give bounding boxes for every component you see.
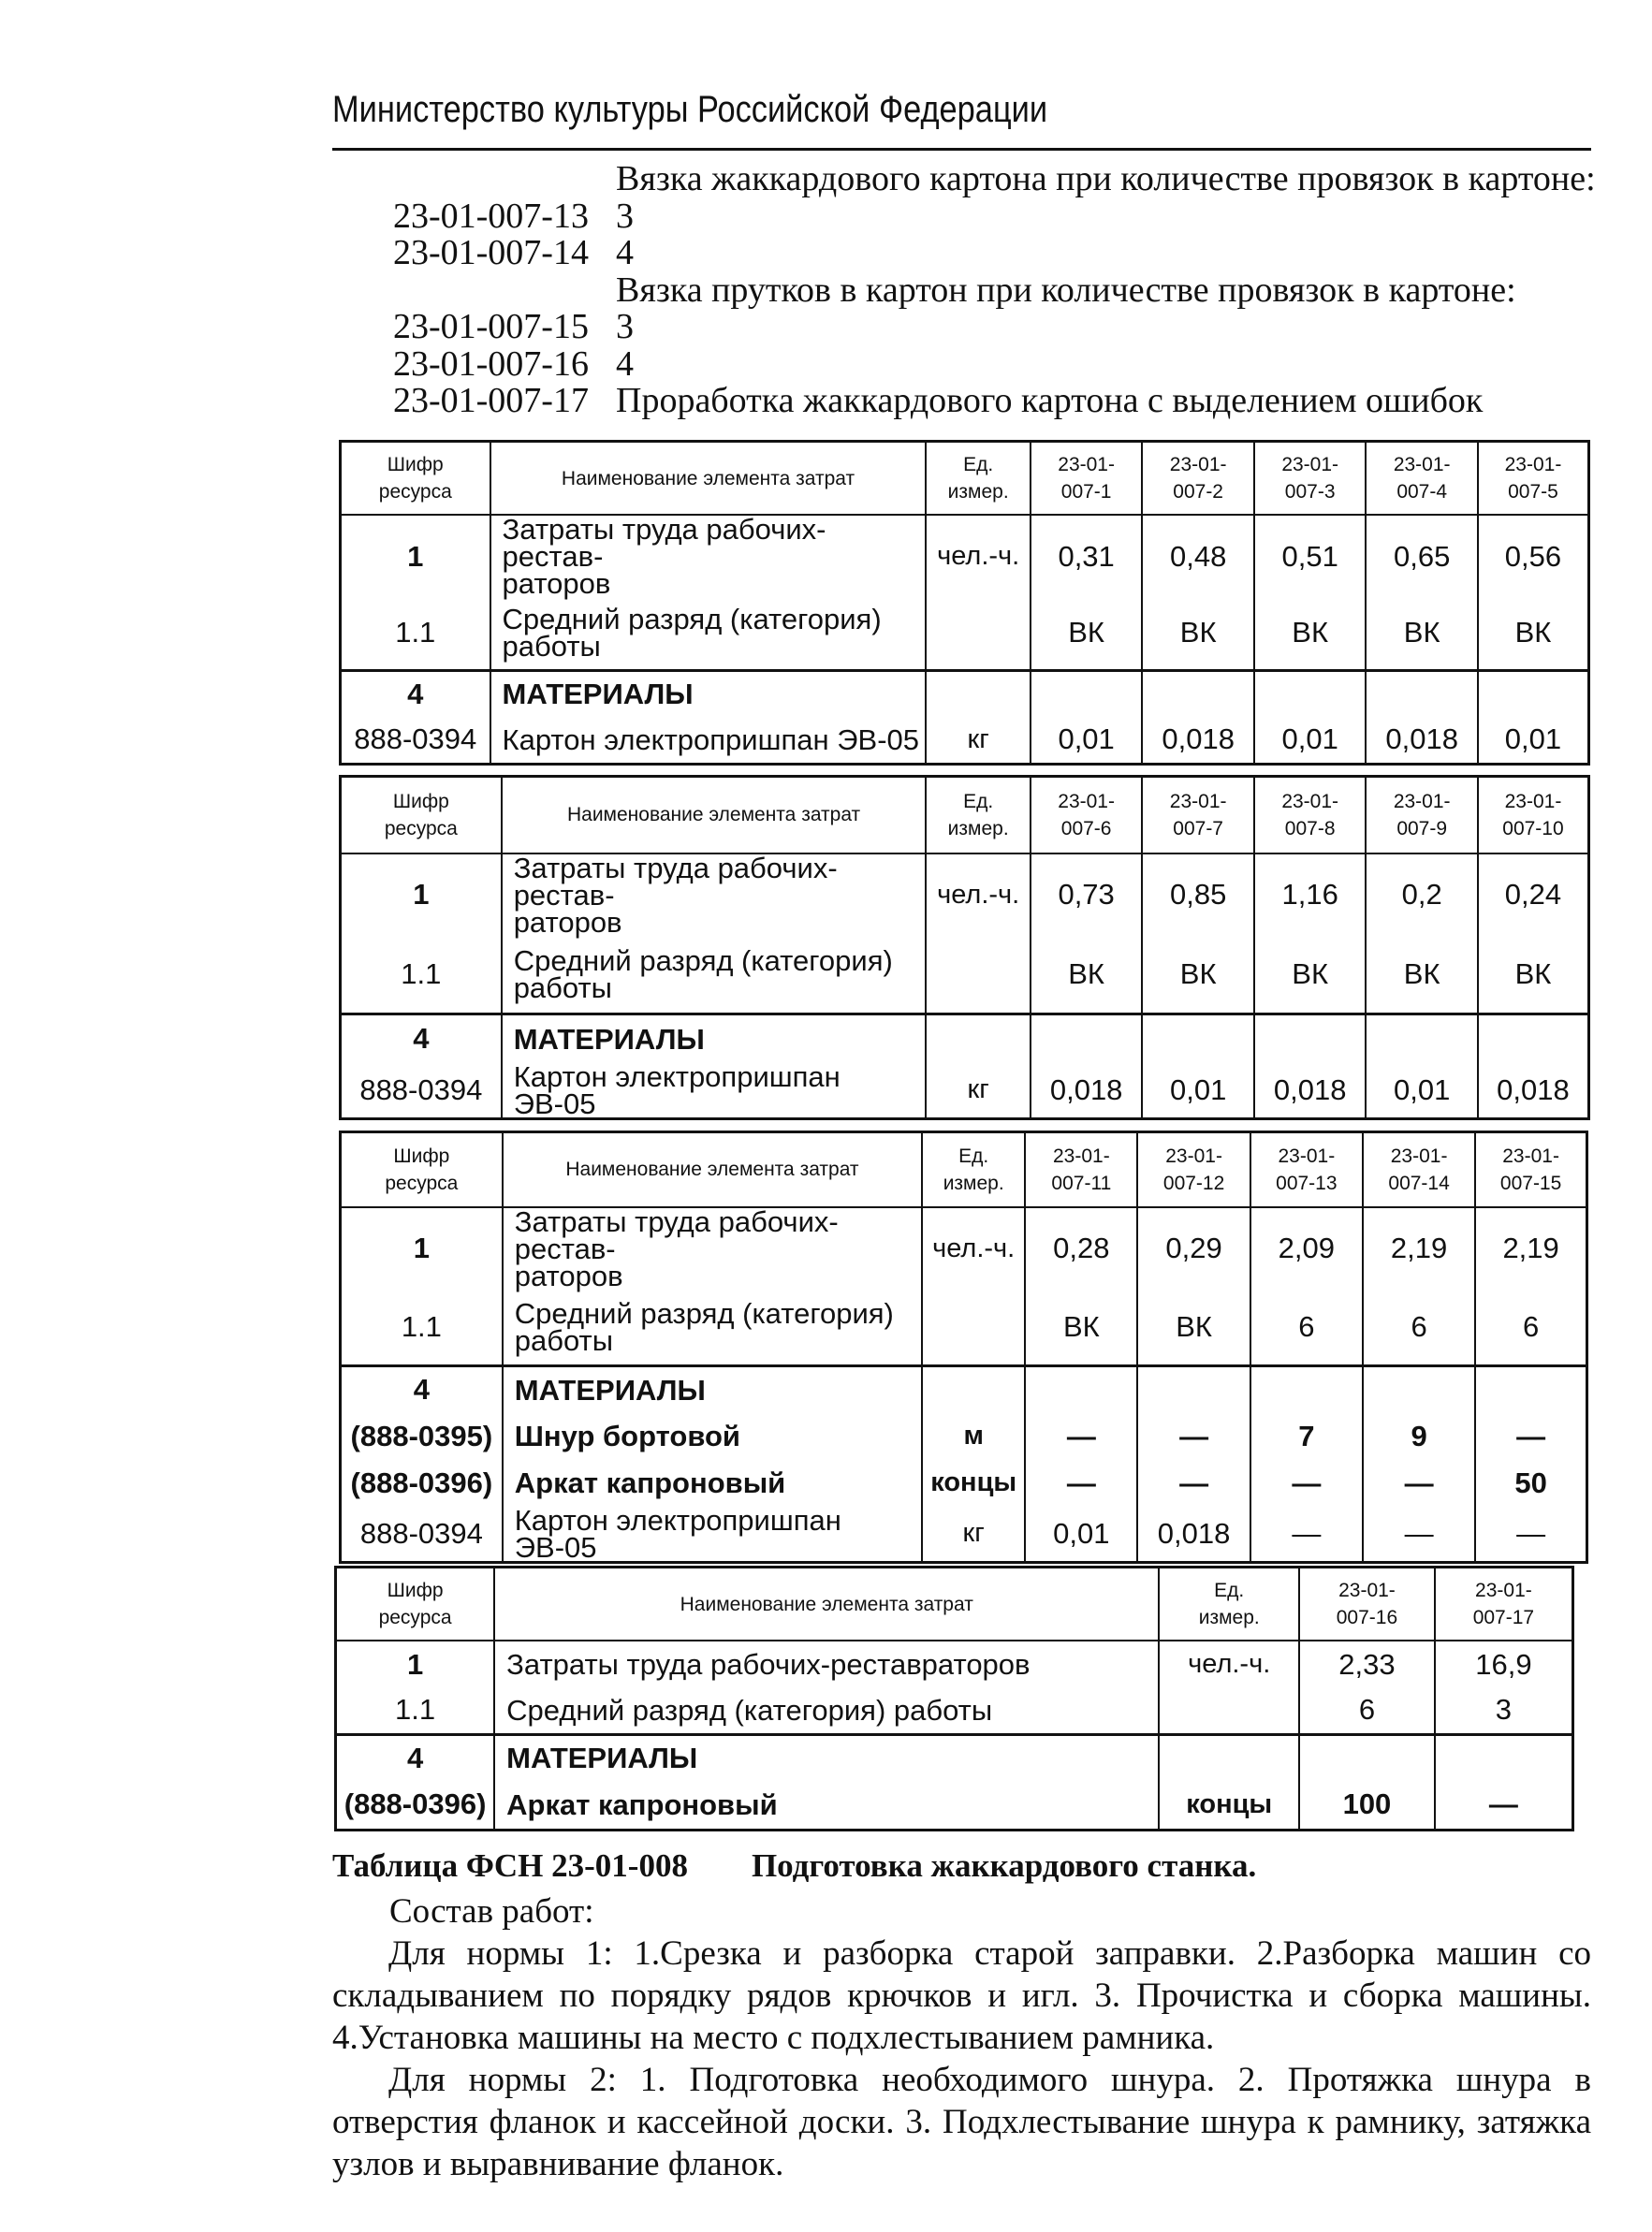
row-name: Затраты труда рабочих-рестав- раторов [502, 853, 927, 936]
table-row [341, 853, 1589, 936]
row-value [1250, 1366, 1363, 1413]
row-value: 2,09 [1250, 1207, 1363, 1290]
row-name: Картон электропришпан ЭВ-05 [490, 717, 927, 764]
row-unit [922, 1290, 1025, 1366]
row-name: Затраты труда рабочих-реставраторов [494, 1641, 1159, 1687]
intro-item [393, 198, 1610, 236]
row-value: 0,018 [1366, 717, 1478, 764]
row-code: 4 [341, 1014, 502, 1063]
row-unit: концы [1159, 1781, 1299, 1830]
row-code: 1 [341, 1207, 503, 1290]
table-row [336, 1734, 1573, 1781]
row-value: — [1475, 1507, 1586, 1563]
intro-text: 4 [616, 233, 634, 272]
row-value: 0,51 [1254, 515, 1367, 597]
row-value: — [1363, 1507, 1475, 1563]
work-composition-heading: Состав работ: [389, 1892, 594, 1931]
row-value [1363, 1366, 1475, 1413]
row-value: — [1137, 1413, 1250, 1460]
intro-code: 23-01-007-15 [393, 307, 589, 346]
row-value: 100 [1299, 1781, 1435, 1830]
row-value: ВК [1366, 936, 1478, 1014]
table-header-row [341, 777, 1589, 853]
row-code: 4 [341, 670, 490, 717]
row-unit [926, 670, 1030, 717]
row-code: 1.1 [336, 1687, 495, 1734]
intro-item [393, 161, 1610, 198]
header-norm-cell: 23-01- 007-6 [1031, 777, 1143, 853]
row-unit: концы [922, 1460, 1025, 1507]
table-header-row [341, 442, 1589, 516]
header-norm-cell: 23-01- 007-14 [1363, 1132, 1475, 1207]
intro-text: Вязка жаккардового картона при количестве провязок в картоне: [616, 159, 1596, 198]
table-row [341, 1063, 1589, 1119]
header-norm-cell: 23-01- 007-13 [1250, 1132, 1363, 1207]
header-norm-cell: 23-01- 007-15 [1475, 1132, 1586, 1207]
row-value: 1,16 [1254, 853, 1367, 936]
row-value: 7 [1250, 1413, 1363, 1460]
header-name-cell: Наименование элемента затрат [502, 777, 927, 853]
row-value [1254, 1014, 1367, 1063]
row-code: 1.1 [341, 936, 502, 1014]
header-unit-cell: Ед. измер. [926, 777, 1030, 853]
header-code-cell: Шифр ресурса [341, 442, 490, 516]
table-header-row [336, 1568, 1573, 1641]
row-value: ВК [1142, 936, 1254, 1014]
row-code: 888-0394 [341, 1507, 503, 1563]
intro-text: Проработка жаккардового картона с выделением ошибок [616, 381, 1484, 420]
row-value [1435, 1734, 1573, 1781]
header-code-cell: Шифр ресурса [341, 1132, 503, 1207]
row-value: — [1363, 1460, 1475, 1507]
resource-table-3 [339, 1131, 1588, 1564]
row-name: МАТЕРИАЛЫ [503, 1366, 922, 1413]
row-name: Средний разряд (категория) работы [502, 936, 927, 1014]
row-value: — [1250, 1460, 1363, 1507]
row-value: 6 [1299, 1687, 1435, 1734]
row-value: 0,28 [1025, 1207, 1137, 1290]
table-row [341, 1413, 1587, 1460]
row-value [1478, 670, 1589, 717]
row-value: 0,01 [1031, 717, 1143, 764]
row-value: ВК [1025, 1290, 1137, 1366]
header-rule [332, 148, 1591, 151]
caption-title: Подготовка жаккардового станка. [751, 1847, 1257, 1884]
row-unit [1159, 1734, 1299, 1781]
intro-text: Вязка прутков в картон при количестве провязок в картоне: [616, 270, 1516, 310]
row-value: — [1025, 1460, 1137, 1507]
row-value: 50 [1475, 1460, 1586, 1507]
table-row [341, 1507, 1587, 1563]
table-row [341, 1014, 1589, 1063]
resource-table-4 [334, 1566, 1574, 1831]
row-value: 0,56 [1478, 515, 1589, 597]
row-name: Средний разряд (категория) работы [490, 597, 927, 670]
intro-code: 23-01-007-16 [393, 343, 589, 384]
intro-item [393, 235, 1610, 272]
row-value: 0,48 [1142, 515, 1254, 597]
row-value: 0,018 [1478, 1063, 1589, 1119]
row-value: ВК [1137, 1290, 1250, 1366]
row-name: Картон электропришпан ЭВ-05 [503, 1507, 922, 1563]
row-unit: чел.-ч. [922, 1207, 1025, 1290]
intro-item [393, 272, 1610, 310]
row-name: Шнур бортовой [503, 1413, 922, 1460]
intro-text: 4 [616, 343, 634, 384]
row-value [1025, 1366, 1137, 1413]
intro-code: 23-01-007-17 [393, 381, 589, 420]
row-unit: кг [926, 717, 1030, 764]
row-value: 2,19 [1475, 1207, 1586, 1290]
row-value: — [1137, 1460, 1250, 1507]
row-name: Аркат капроновый [503, 1460, 922, 1507]
row-value: 0,2 [1366, 853, 1478, 936]
row-unit: кг [922, 1507, 1025, 1563]
row-value: 0,018 [1254, 1063, 1367, 1119]
row-code: 1 [341, 515, 490, 597]
row-value: 0,01 [1254, 717, 1367, 764]
intro-item [393, 309, 1610, 346]
row-value [1478, 1014, 1589, 1063]
row-unit [926, 936, 1030, 1014]
row-value: ВК [1478, 597, 1589, 670]
row-name: Средний разряд (категория) работы [503, 1290, 922, 1366]
row-value: — [1250, 1507, 1363, 1563]
intro-code: 23-01-007-14 [393, 233, 589, 272]
norm-2-paragraph: Для нормы 2: 1. Подготовка необходимого шнура. 2. Протяжка шнура в отверстия фланок и кассейной доски. 3. Подхлестывание шнура к рамнику, затяжка узлов и выравнивание фланок. [332, 2061, 1591, 2183]
row-value: ВК [1254, 597, 1367, 670]
header-norm-cell: 23-01- 007-9 [1366, 777, 1478, 853]
header-norm-cell: 23-01- 007-3 [1254, 442, 1367, 516]
row-unit: кг [926, 1063, 1030, 1119]
row-value: ВК [1031, 936, 1143, 1014]
intro-item [393, 343, 1610, 384]
intro-code: 23-01-007-13 [393, 196, 589, 236]
table-row [341, 1366, 1587, 1413]
row-code: 888-0394 [341, 1063, 502, 1119]
row-unit [922, 1366, 1025, 1413]
row-unit: м [922, 1413, 1025, 1460]
table-row [341, 597, 1589, 670]
row-name: Затраты труда рабочих-рестав- раторов [490, 515, 927, 597]
row-unit [926, 597, 1030, 670]
table-row [341, 670, 1589, 717]
row-value: 6 [1363, 1290, 1475, 1366]
resource-table-2 [339, 775, 1590, 1120]
row-code: 1.1 [341, 1290, 503, 1366]
table-row [336, 1687, 1573, 1734]
row-value [1254, 670, 1367, 717]
table-row [341, 936, 1589, 1014]
page-header-title: Министерство культуры Российской Федерации [332, 89, 1048, 130]
row-code: 1.1 [341, 597, 490, 670]
row-code: 4 [341, 1366, 503, 1413]
intro-text: 3 [616, 196, 634, 236]
row-value: ВК [1366, 597, 1478, 670]
header-norm-cell: 23-01- 007-17 [1435, 1568, 1573, 1641]
row-value: ВК [1478, 936, 1589, 1014]
row-name: МАТЕРИАЛЫ [494, 1734, 1159, 1781]
row-name: Аркат капроновый [494, 1781, 1159, 1830]
intro-code [393, 272, 616, 310]
row-value [1299, 1734, 1435, 1781]
row-value: 0,85 [1142, 853, 1254, 936]
header-name-cell: Наименование элемента затрат [490, 442, 927, 516]
row-name: Затраты труда рабочих-рестав- раторов [503, 1207, 922, 1290]
row-value: 0,01 [1025, 1507, 1137, 1563]
row-value: 0,018 [1137, 1507, 1250, 1563]
intro-text: 3 [616, 307, 634, 346]
header-code-cell: Шифр ресурса [336, 1568, 495, 1641]
row-value: 0,01 [1478, 717, 1589, 764]
header-norm-cell: 23-01- 007-5 [1478, 442, 1589, 516]
table-row [341, 1207, 1587, 1290]
table-row [341, 1290, 1587, 1366]
row-value: 0,01 [1366, 1063, 1478, 1119]
row-value: 0,01 [1142, 1063, 1254, 1119]
row-code: (888-0396) [341, 1460, 503, 1507]
row-name: Средний разряд (категория) работы [494, 1687, 1159, 1734]
row-value [1142, 670, 1254, 717]
header-norm-cell: 23-01- 007-7 [1142, 777, 1254, 853]
row-name: МАТЕРИАЛЫ [502, 1014, 927, 1063]
header-code-cell: Шифр ресурса [341, 777, 502, 853]
header-name-cell: Наименование элемента затрат [494, 1568, 1159, 1641]
table-row [341, 1460, 1587, 1507]
row-value: 0,24 [1478, 853, 1589, 936]
header-norm-cell: 23-01- 007-4 [1366, 442, 1478, 516]
row-value: — [1025, 1413, 1137, 1460]
row-code: (888-0395) [341, 1413, 503, 1460]
row-value: 0,73 [1031, 853, 1143, 936]
table-caption [332, 1847, 1256, 1885]
row-value: — [1435, 1781, 1573, 1830]
row-value: 0,018 [1142, 717, 1254, 764]
row-code: (888-0396) [336, 1781, 495, 1830]
row-code: 1 [336, 1641, 495, 1687]
row-value: ВК [1031, 597, 1143, 670]
row-unit: чел.-ч. [1159, 1641, 1299, 1687]
table-row [336, 1781, 1573, 1830]
header-norm-cell: 23-01- 007-11 [1025, 1132, 1137, 1207]
row-value [1475, 1366, 1586, 1413]
table-row [336, 1641, 1573, 1687]
row-value: — [1475, 1413, 1586, 1460]
row-value: 0,65 [1366, 515, 1478, 597]
caption-label: Таблица ФСН 23-01-008 [332, 1847, 688, 1884]
row-value [1031, 670, 1143, 717]
header-unit-cell: Ед. измер. [1159, 1568, 1299, 1641]
row-value [1142, 1014, 1254, 1063]
row-value: 6 [1475, 1290, 1586, 1366]
header-name-cell: Наименование элемента затрат [503, 1132, 922, 1207]
table-row [341, 515, 1589, 597]
row-unit: чел.-ч. [926, 853, 1030, 936]
row-value: 2,33 [1299, 1641, 1435, 1687]
row-value: ВК [1254, 936, 1367, 1014]
row-name: МАТЕРИАЛЫ [490, 670, 927, 717]
row-value: 2,19 [1363, 1207, 1475, 1290]
table-header-row [341, 1132, 1587, 1207]
header-norm-cell: 23-01- 007-10 [1478, 777, 1589, 853]
row-value: ВК [1142, 597, 1254, 670]
resource-table-1 [339, 440, 1590, 766]
row-value: 6 [1250, 1290, 1363, 1366]
header-norm-cell: 23-01- 007-8 [1254, 777, 1367, 853]
header-norm-cell: 23-01- 007-2 [1142, 442, 1254, 516]
row-code: 4 [336, 1734, 495, 1781]
row-unit: чел.-ч. [926, 515, 1030, 597]
intro-code [393, 161, 616, 198]
row-value: 0,018 [1031, 1063, 1143, 1119]
header-norm-cell: 23-01- 007-12 [1137, 1132, 1250, 1207]
table-row [341, 717, 1589, 764]
row-value: 0,31 [1031, 515, 1143, 597]
intro-list [393, 161, 1610, 420]
row-value [1031, 1014, 1143, 1063]
row-code: 888-0394 [341, 717, 490, 764]
intro-item [393, 383, 1610, 420]
row-unit [926, 1014, 1030, 1063]
row-value: 0,29 [1137, 1207, 1250, 1290]
row-unit [1159, 1687, 1299, 1734]
row-name: Картон электропришпан ЭВ-05 [502, 1063, 927, 1119]
row-value: 16,9 [1435, 1641, 1573, 1687]
norm-1-paragraph: Для нормы 1: 1.Срезка и разборка старой заправки. 2.Разборка машин со складыванием по порядку рядов крючков и игл. 3. Прочистка и сборка машины. 4.Установка машины на место с подхлестыванием рамника. [332, 1934, 1591, 2057]
header-unit-cell: Ед. измер. [926, 442, 1030, 516]
row-value [1366, 1014, 1478, 1063]
header-norm-cell: 23-01- 007-1 [1031, 442, 1143, 516]
header-norm-cell: 23-01- 007-16 [1299, 1568, 1435, 1641]
row-value: 3 [1435, 1687, 1573, 1734]
row-code: 1 [341, 853, 502, 936]
header-unit-cell: Ед. измер. [922, 1132, 1025, 1207]
row-value [1366, 670, 1478, 717]
row-value: 9 [1363, 1413, 1475, 1460]
row-value [1137, 1366, 1250, 1413]
